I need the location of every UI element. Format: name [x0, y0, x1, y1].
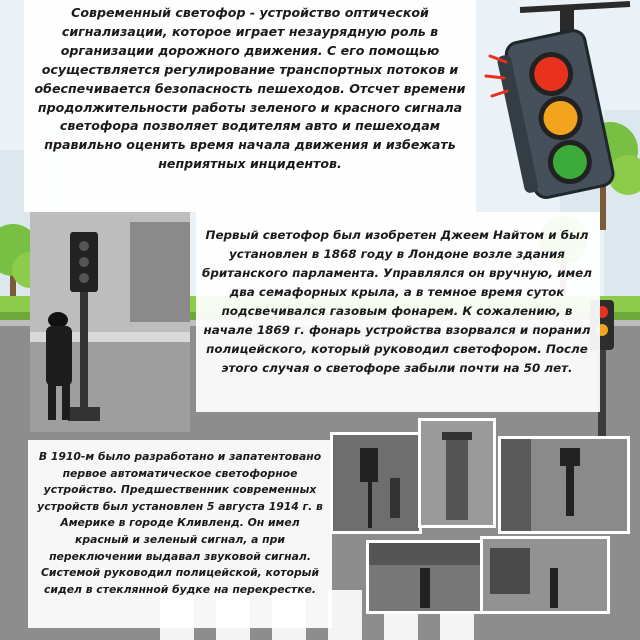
automatic-paragraph: В 1910-м было разработано и запатентовано первое автоматическое светофорное устройство. Предшественник современных устройств был установлен 5 августа 1914 г. в Америке в городе Кливленд. Он имел красный и зеленый сигнал, а при переключении выдавал звуковой сигнал. Системой руководил полицейской, который сидел в стеклянной будке на перекрестке.: [37, 450, 323, 596]
historic-photo-collage: [330, 418, 630, 614]
historic-photo-policeman: [30, 212, 190, 432]
intro-paragraph: Современный светофор - устройство оптической сигнализации, которое играет незаурядную роль в организации дорожного движения. С его помощью осуществляется регулирование транспортных потоков и обеспечивается безопасность пешеходов. Отсчет времени продолжительности работы зеленого и красного сигнала светофора позволяет водителям авто и пешеходам правильно оценить время начала движения и избежать неприятных инцидентов.: [34, 5, 466, 172]
history-paragraph: Первый светофор был изобретен Джеем Найтом и был установлен в 1868 году в Лондоне возле здания британского парламента. Управлялся он вручную, имел два семафорных крыла, а в темное время суток подсвечивался газовым фонарем. К сожалению, в начале 1869 г. фонарь устройства взорвался и поранил полицейского, который руководил светофором. После этого случая о светофоре забыли почти на 50 лет.: [202, 228, 592, 375]
traffic-light-illustration: [480, 0, 640, 210]
